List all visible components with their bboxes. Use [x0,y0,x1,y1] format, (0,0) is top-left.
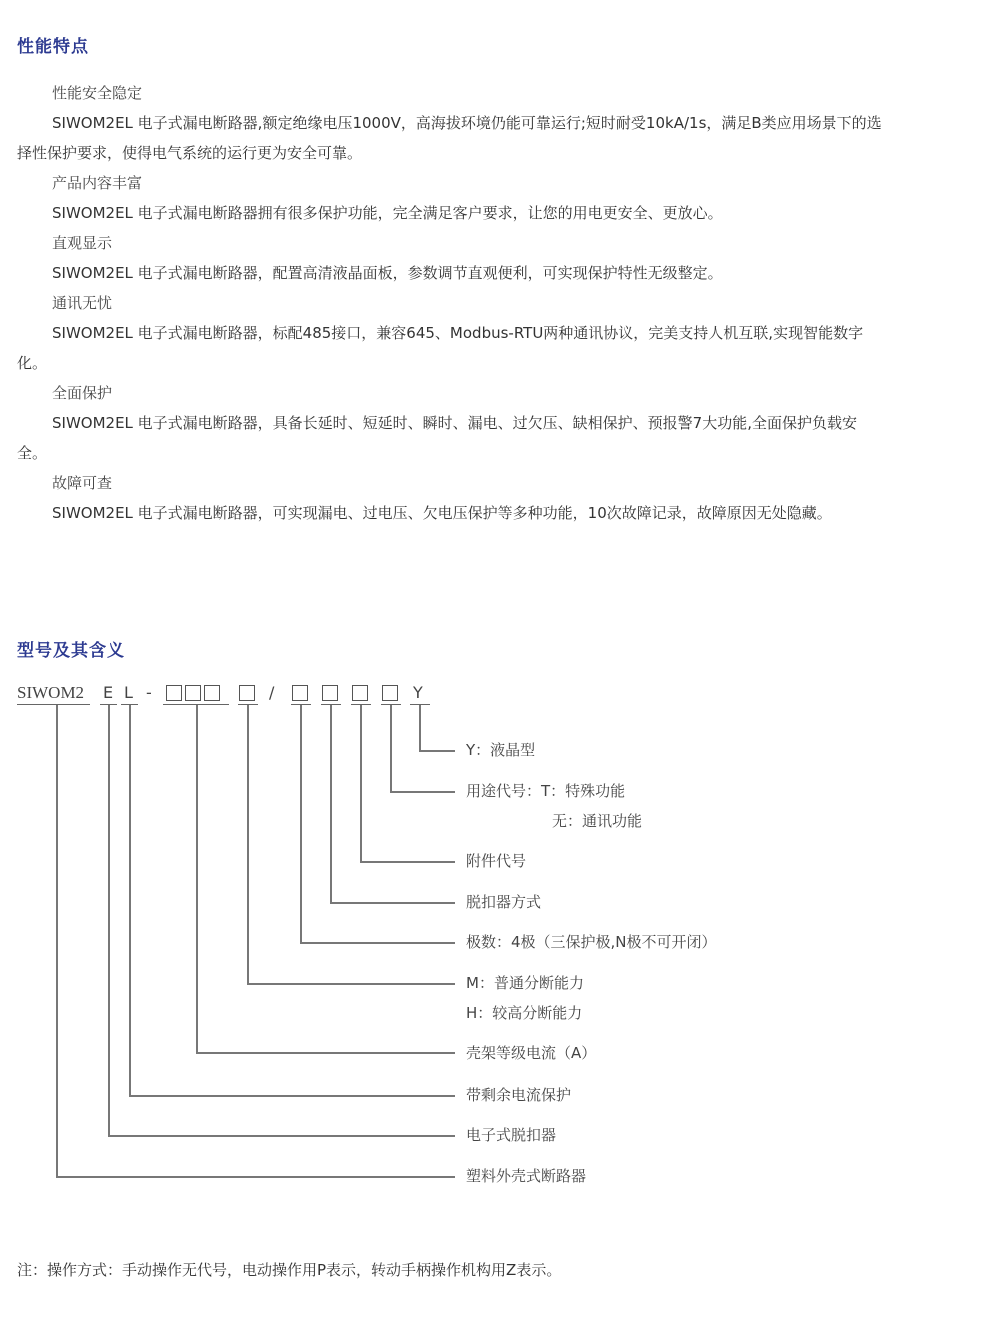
label-accessory-code: 附件代号 [466,852,527,870]
connector [196,1052,455,1054]
placeholder-box [185,685,201,701]
connector [56,1176,455,1178]
label-residual-current: 带剩余电流保护 [466,1086,572,1104]
connector [129,705,131,1095]
code-poles-box [292,685,311,704]
features-title: 性能特点 [17,37,89,57]
feature-text: SIWOM2EL 电子式漏电断路器,额定绝缘电压1000V，高海拔环境仍能可靠运行;短时耐受10kA/1s，满足B类应用场景下的选 [52,114,882,132]
code-l: L [124,683,133,702]
feature-heading: 产品内容丰富 [52,174,143,192]
label-usage-code-none: 无：通讯功能 [552,812,643,830]
feature-text: SIWOM2EL 电子式漏电断路器拥有很多保护功能，完全满足客户要求，让您的用电更安全、更放心。 [52,204,723,222]
placeholder-box [204,685,220,701]
feature-heading: 全面保护 [52,384,113,402]
label-release-type: 脱扣器方式 [466,893,542,911]
placeholder-box [322,685,338,701]
placeholder-box [292,685,308,701]
connector [419,750,455,752]
connector [247,983,455,985]
code-frame-boxes [166,685,223,704]
model-title: 型号及其含义 [17,641,125,661]
connector [129,1095,455,1097]
connector [360,861,455,863]
connector [330,705,332,902]
code-y: Y [413,683,423,702]
feature-text: 化。 [17,354,48,372]
connector [390,705,392,791]
code-dash: - [146,683,152,702]
feature-text: SIWOM2EL 电子式漏电断路器，具备长延时、短延时、瞬时、漏电、过欠压、缺相保护、预报警7大功能,全面保护负载安 [52,414,857,432]
label-breaking-h: H：较高分断能力 [466,1004,583,1022]
placeholder-box [239,685,255,701]
connector [196,705,198,1052]
feature-heading: 性能安全隐定 [52,84,143,102]
feature-text: 全。 [17,444,48,462]
code-accessory-box [352,685,371,704]
connector [300,942,455,944]
feature-text: SIWOM2EL 电子式漏电断路器，配置高清液晶面板，参数调节直观便利，可实现保护特性无级整定。 [52,264,723,282]
connector [247,705,249,983]
feature-text: 择性保护要求，使得电气系统的运行更为安全可靠。 [17,144,363,162]
connector [56,705,58,1176]
connector [108,1135,455,1137]
feature-heading: 故障可查 [52,474,113,492]
code-breaking-box [239,685,258,704]
label-display-type: Y：液晶型 [466,741,536,759]
placeholder-box [352,685,368,701]
connector [360,705,362,861]
code-slash: / [269,683,275,702]
label-breaking-m: M：普通分断能力 [466,974,584,992]
connector [330,902,455,904]
connector [419,705,421,750]
code-e: E [103,683,114,702]
label-usage-code: 用途代号：T：特殊功能 [466,782,626,800]
operation-note: 注：操作方式：手动操作无代号，电动操作用P表示，转动手柄操作机构用Z表示。 [17,1261,562,1279]
connector [390,791,455,793]
label-poles: 极数：4极（三保护极,N极不可开闭） [466,933,717,951]
underline [17,704,90,705]
feature-text: SIWOM2EL 电子式漏电断路器，标配485接口，兼容645、Modbus-RTU两种通讯协议，完美支持人机互联,实现智能数字 [52,324,864,342]
label-electronic-release: 电子式脱扣器 [466,1126,557,1144]
feature-heading: 直观显示 [52,234,113,252]
placeholder-box [382,685,398,701]
connector [300,705,302,942]
feature-text: SIWOM2EL 电子式漏电断路器，可实现漏电、过电压、欠电压保护等多种功能，10次故障记录，故障原因无处隐藏。 [52,504,832,522]
placeholder-box [166,685,182,701]
connector [108,705,110,1135]
label-mccb: 塑料外壳式断路器 [466,1167,587,1185]
code-prefix: SIWOM2 [17,683,85,702]
feature-heading: 通讯无忧 [52,294,113,312]
label-frame-current: 壳架等级电流（A） [466,1044,597,1062]
code-release-box [322,685,341,704]
code-usage-box [382,685,401,704]
